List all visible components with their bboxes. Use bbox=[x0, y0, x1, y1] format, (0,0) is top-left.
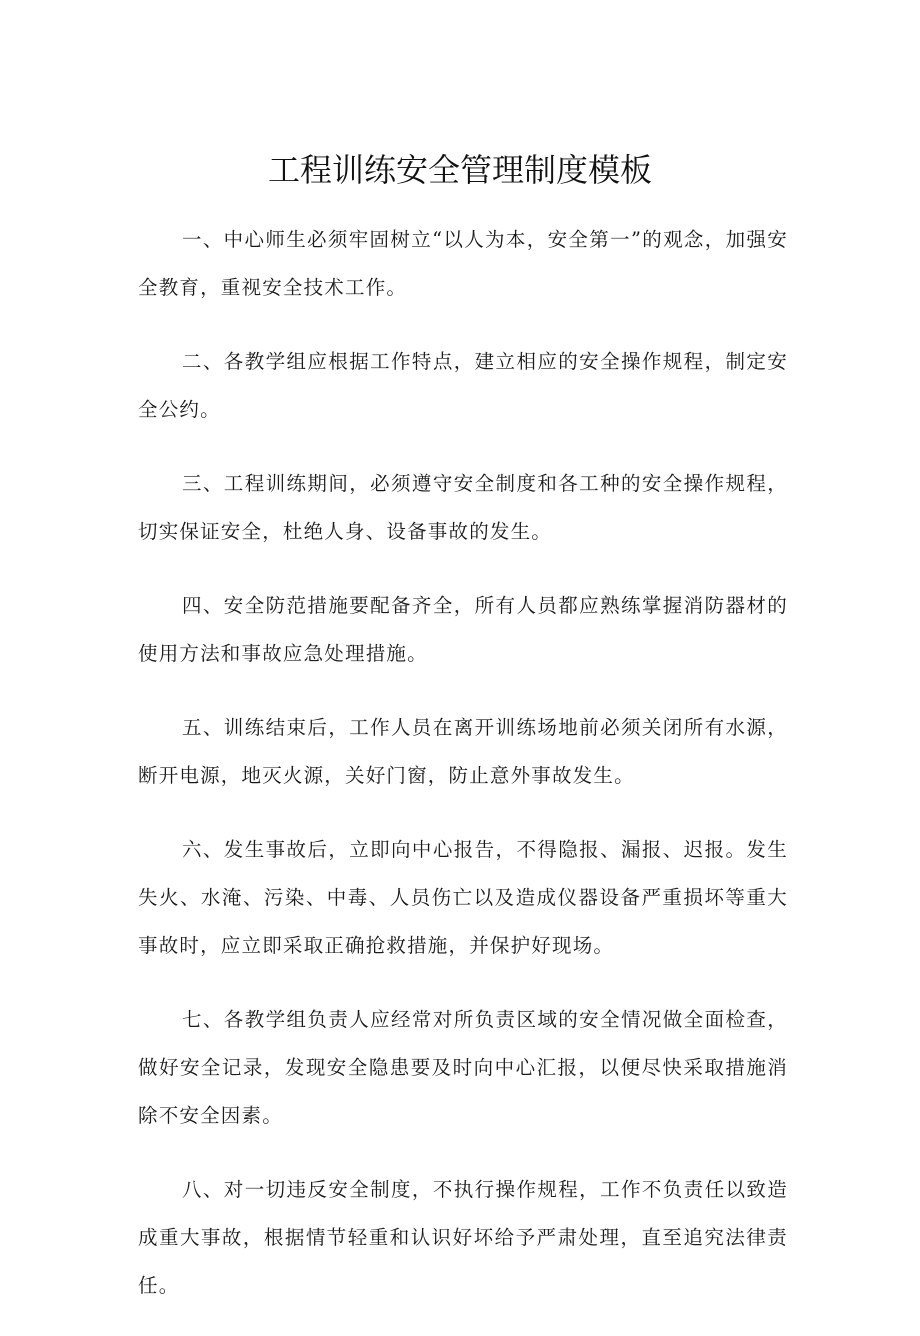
rule-paragraph-5: 五、训练结束后，工作人员在离开训练场地前必须关闭所有水源，断开电源，地灭火源，关好门窗，防止意外事故发生。 bbox=[138, 716, 788, 787]
rule-paragraph-4: 四、安全防范措施要配备齐全，所有人员都应熟练掌握消防器材的使用方法和事故应急处理措施。 bbox=[138, 594, 788, 665]
rule-paragraph-6: 六、发生事故后，立即向中心报告，不得隐报、漏报、迟报。发生失火、水淹、污染、中毒、人员伤亡以及造成仪器设备严重损坏等重大事故时，应立即采取正确抢救措施，并保护好现场。 bbox=[138, 838, 788, 957]
document-body bbox=[138, 216, 788, 1336]
rule-paragraph-2: 二、各教学组应根据工作特点，建立相应的安全操作规程，制定安全公约。 bbox=[138, 350, 788, 421]
document-title: 工程训练安全管理制度模板 bbox=[267, 151, 652, 189]
rule-paragraph-3: 三、工程训练期间，必须遵守安全制度和各工种的安全操作规程，切实保证安全，杜绝人身、设备事故的发生。 bbox=[138, 472, 788, 543]
rule-paragraph-7: 七、各教学组负责人应经常对所负责区域的安全情况做全面检查，做好安全记录，发现安全隐患要及时向中心汇报，以便尽快采取措施消除不安全因素。 bbox=[138, 1008, 788, 1127]
rule-paragraph-8: 八、对一切违反安全制度，不执行操作规程，工作不负责任以致造成重大事故，根据情节轻重和认识好坏给予严肃处理，直至追究法律责任。 bbox=[138, 1178, 788, 1297]
rule-paragraph-1: 一、中心师生必须牢固树立“以人为本，安全第一”的观念，加强安全教育，重视安全技术工作。 bbox=[138, 228, 788, 299]
